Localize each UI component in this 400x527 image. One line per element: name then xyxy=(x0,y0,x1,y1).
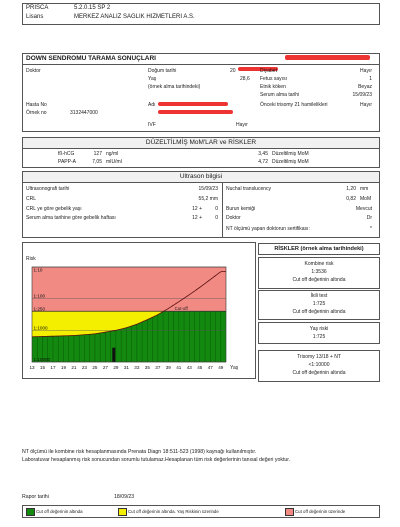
x-tick-label: 43 xyxy=(186,365,192,370)
risk-card-status: Cut off değerinin altında xyxy=(292,370,346,376)
patient-risk-marker xyxy=(112,348,115,362)
y-tick-label: 1:10000 xyxy=(33,357,51,362)
x-tick-label: 33 xyxy=(134,365,140,370)
legend-label-low: Cut off değerinin altında xyxy=(36,509,83,514)
redaction-mark xyxy=(285,55,370,60)
y-tick-label: 1:250 xyxy=(33,306,45,312)
license-value: MERKEZ ANALIZ SAGLIK HIZMETLERI A.S. xyxy=(74,14,195,20)
report-date-label: Rapor tarihi xyxy=(22,494,49,500)
cutoff-label: Cut-off xyxy=(174,305,188,311)
mom-row-name: fß-hCG xyxy=(58,151,75,157)
mom-row-unit: ng/ml xyxy=(106,151,119,157)
x-tick-label: 37 xyxy=(155,365,161,370)
chart-y-label: Risk xyxy=(26,256,36,262)
ethnic-value: Beyaz xyxy=(358,84,372,90)
ultrasound-section-title: Ultrason bilgisi xyxy=(22,171,380,183)
y-tick-label: 1:1000 xyxy=(33,325,48,331)
x-tick-label: 23 xyxy=(81,365,87,370)
us-ga-crl-days: 0 xyxy=(215,206,218,212)
name-label: Adı xyxy=(148,102,156,108)
mom-row-value: 127 xyxy=(93,151,102,157)
us-ga-crl-weeks: 12 + xyxy=(192,206,202,212)
prev-trisomy-value: Hayır xyxy=(360,102,372,108)
risk-card-trisomy-13-18 xyxy=(258,350,380,382)
legend-swatch-medium xyxy=(118,508,127,516)
us-exam-date-label: Ultrasonografi tarihi xyxy=(26,186,70,192)
risk-card-name: Yaş riski xyxy=(309,326,329,332)
us-exam-date-value: 15/09/23 xyxy=(198,186,218,192)
risk-card-name: Trisomy 13/18 + NT xyxy=(297,354,341,360)
us-ga-serum-label: Serum alma tarihine göre gebelik haftası xyxy=(26,215,116,221)
x-tick-labels xyxy=(29,365,223,370)
redaction-mark xyxy=(158,110,233,114)
x-tick-label: 49 xyxy=(218,365,224,370)
report-title: DOWN SENDROMU TARAMA SONUÇLARI xyxy=(26,55,156,62)
dob-label: Doğum tarihi xyxy=(148,68,177,74)
doctor-label: Doktor xyxy=(26,68,41,74)
risk-card-name: Kombine risk xyxy=(304,261,334,267)
sample-no-value: 3132447000 xyxy=(70,110,98,116)
risk-card-double-test xyxy=(258,290,380,320)
legend-label-high: Cut off değerinin üzerinde xyxy=(295,509,346,514)
sample-no-label: Örnek no xyxy=(26,110,47,116)
x-tick-label: 29 xyxy=(113,365,119,370)
x-tick-label: 27 xyxy=(102,365,108,370)
risk-card-combined xyxy=(258,257,380,289)
prev-trisomy-label: Önceki trisomy 21 hamilelikleri xyxy=(260,102,328,108)
mom-row-unit: mIU/ml xyxy=(106,159,122,165)
us-cert-label: NT ölçümü yapan doktorun sertifikası: xyxy=(226,226,310,232)
color-legend xyxy=(22,505,380,518)
risk-bands xyxy=(32,267,226,362)
license-label: Lisans xyxy=(26,14,44,20)
x-tick-label: 47 xyxy=(207,365,213,370)
mom-row-value: 7,05 xyxy=(92,159,102,165)
app-version: 5.2.0.15 SP 2 xyxy=(74,5,111,11)
redaction-mark xyxy=(158,102,228,106)
fetus-value: 1 xyxy=(369,76,372,82)
ethnic-label: Etnik köken xyxy=(260,84,286,90)
risk-card-status: Cut off değerinin altında xyxy=(292,309,346,315)
x-tick-label: 15 xyxy=(39,365,46,370)
patient-no-label: Hasta No xyxy=(26,102,47,108)
footer-note-line2: Laboratuvar hesaplanmış risk sonucundan sorumlu tutulamaz.Hesaplanan tüm risk değerlerinin tanısal değeri yoktur. xyxy=(22,457,291,463)
diabetes-value: Hayır xyxy=(360,68,372,74)
x-tick-label: 39 xyxy=(165,365,171,370)
us-doctor-value: Dr xyxy=(366,215,372,221)
y-tick-label: 1:100 xyxy=(33,293,45,299)
chart-x-label: Yaş xyxy=(230,365,239,371)
us-nt-mom-unit: MoM xyxy=(360,196,372,202)
risk-card-value: 1:725 xyxy=(312,301,326,307)
x-tick-label: 45 xyxy=(197,365,203,370)
report-date-value: 18/09/23 xyxy=(114,494,135,500)
mom-row-name: PAPP-A xyxy=(58,159,76,165)
legend-label-medium: Cut off değerinin altında. Yaş Riskinin üzerinde xyxy=(128,509,219,514)
mom-table xyxy=(22,148,380,168)
age-note: (örnek alma tarihindeki) xyxy=(148,84,201,90)
risk-card-age xyxy=(258,322,380,344)
us-ga-serum-weeks: 12 + xyxy=(192,215,202,221)
us-nt-label: Nuchal translucency xyxy=(226,186,272,192)
serum-date-label: Serum alma tarihi xyxy=(260,92,300,98)
footer-note-line1: NT ölçümü ile kombine risk hesaplanmasında Prenata Diagn 18:511-523 (1998) kaynağı kullanılmıştır. xyxy=(22,449,257,455)
x-tick-label: 25 xyxy=(92,365,98,370)
risk-chart xyxy=(22,242,254,377)
dob-value: 20 xyxy=(230,68,236,74)
us-crl-value: 55,2 mm xyxy=(198,196,218,202)
mom-section-title: DÜZELTİLMİŞ MoM'LAR ve RİSKLER xyxy=(22,137,380,149)
mom-row-mom: 3,45 xyxy=(258,151,268,157)
us-ga-crl-label: CRL ye göre gebelik yaşı xyxy=(26,206,82,212)
x-tick-label: 31 xyxy=(123,365,129,370)
ivf-label: IVF xyxy=(148,122,156,128)
diabetes-label: Diyabet xyxy=(260,68,277,74)
patient-box xyxy=(22,63,380,132)
risk-card-value: <1:10000 xyxy=(308,362,330,368)
risks-title: RİSKLER (örnek alma tarihindeki) xyxy=(258,243,380,255)
serum-date-value: 15/09/23 xyxy=(352,92,372,98)
x-tick-label: 17 xyxy=(50,365,56,370)
age-value: 28,6 xyxy=(240,76,250,82)
us-ga-serum-days: 0 xyxy=(215,215,218,221)
us-crl-label: CRL xyxy=(26,196,37,202)
us-nt-value: 1,20 xyxy=(346,186,356,192)
ultrasound-divider xyxy=(222,182,223,237)
us-nt-mom-value: 0,82 xyxy=(346,196,356,202)
us-nt-unit: mm xyxy=(360,186,369,192)
us-nasal-label: Burun kemiği xyxy=(226,206,256,212)
legend-swatch-low xyxy=(26,508,35,516)
fetus-label: Fetus sayısı xyxy=(260,76,287,82)
x-tick-label: 21 xyxy=(71,365,77,370)
app-name: PRISCA xyxy=(26,5,49,11)
risk-card-value: 1:3536 xyxy=(311,269,327,275)
us-cert-value: * xyxy=(370,226,372,232)
risk-card-status: Cut off değerinin altında xyxy=(292,277,346,283)
age-label: Yaş xyxy=(148,76,157,82)
y-tick-label: 1:10 xyxy=(33,267,43,273)
mom-row-mom-label: Düzeltilmiş MoM xyxy=(272,151,309,157)
x-tick-label: 41 xyxy=(176,365,182,370)
us-doctor-label: Doktor xyxy=(226,215,241,221)
ivf-value: Hayır xyxy=(236,122,248,128)
risk-card-value: 1:725 xyxy=(312,334,326,340)
mom-row-mom-label: Düzeltilmiş MoM xyxy=(272,159,309,165)
x-tick-label: 35 xyxy=(144,365,150,370)
legend-swatch-high xyxy=(285,508,294,516)
x-tick-label: 13 xyxy=(29,365,35,370)
us-nasal-value: Mevcut xyxy=(355,206,372,212)
mom-row-mom: 4,72 xyxy=(258,159,268,165)
x-tick-label: 19 xyxy=(60,365,67,370)
risk-card-name: İkili test xyxy=(310,293,328,299)
